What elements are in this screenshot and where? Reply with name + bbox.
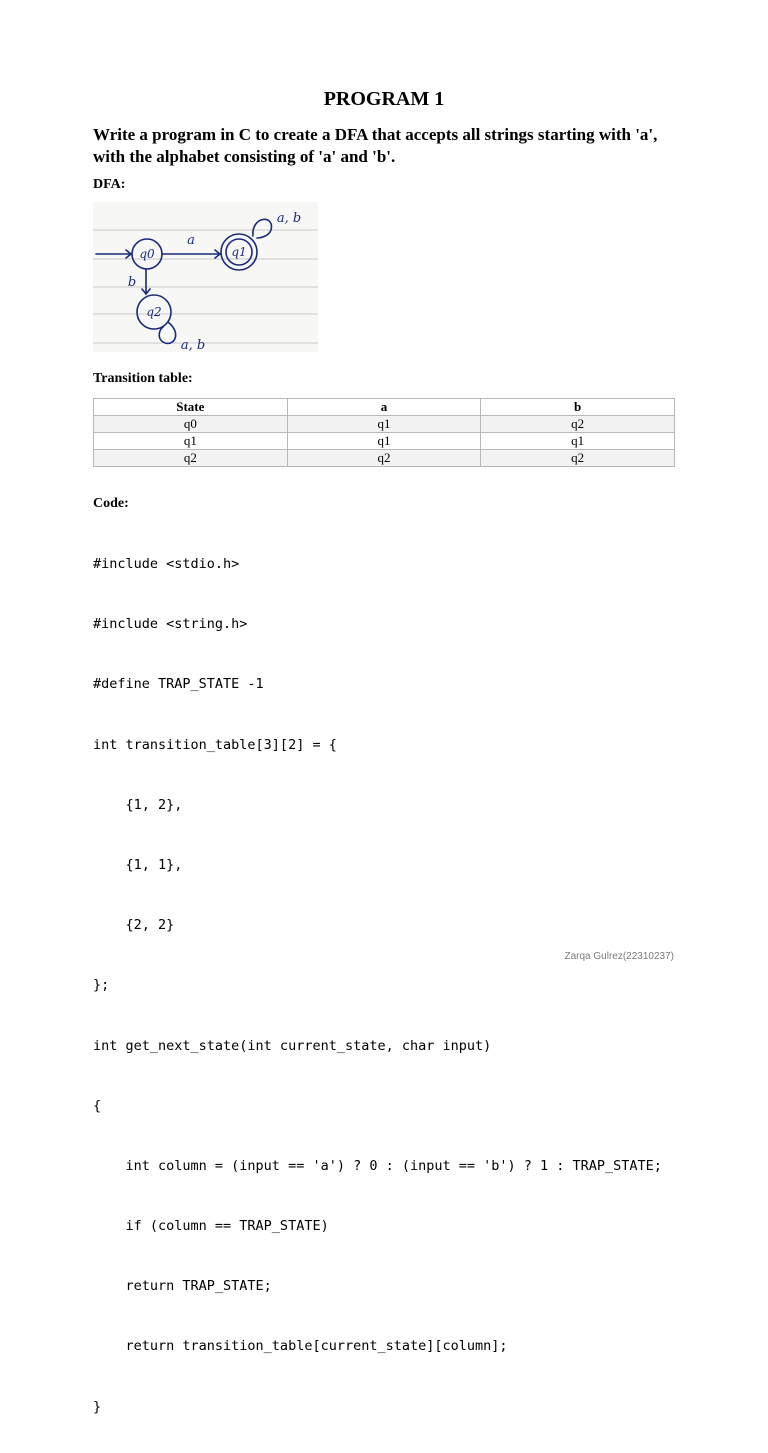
dfa-diagram bbox=[93, 202, 318, 352]
state-q0-label: q0 bbox=[139, 247, 155, 261]
code-line: #include <string.h> bbox=[93, 616, 248, 633]
code-line: {1, 2}, bbox=[93, 796, 183, 813]
code-line: {1, 1}, bbox=[93, 856, 183, 873]
transition-table bbox=[93, 398, 675, 467]
edge-label-b: b bbox=[127, 275, 137, 290]
code-line: #include <stdio.h> bbox=[93, 556, 240, 572]
state-q1-label: q1 bbox=[231, 245, 247, 259]
code-line: #define TRAP_STATE -1 bbox=[93, 676, 264, 693]
footer-author: Zarqa Gulrez(22310237) bbox=[564, 951, 674, 962]
code-line: {2, 2} bbox=[93, 917, 175, 934]
code-line: } bbox=[93, 1398, 102, 1415]
column-header-b: b bbox=[481, 399, 675, 416]
table-cell: q2 bbox=[94, 450, 288, 467]
column-header-a: a bbox=[287, 399, 481, 416]
table-cell: q2 bbox=[481, 416, 675, 433]
state-q2-label: q2 bbox=[146, 305, 162, 319]
table-row bbox=[94, 416, 675, 433]
table-row bbox=[94, 433, 675, 450]
table-header-row bbox=[94, 399, 675, 416]
table-cell: q1 bbox=[481, 433, 675, 450]
code-line: return transition_table[current_state][column]; bbox=[93, 1338, 508, 1355]
edge-label-a: a bbox=[187, 233, 195, 248]
code-line: int get_next_state(int current_state, char input) bbox=[93, 1037, 492, 1054]
table-cell: q0 bbox=[94, 416, 288, 433]
table-cell: q2 bbox=[287, 450, 481, 467]
code-line: int transition_table[3][2] = { bbox=[93, 736, 337, 753]
question-text: Write a program in C to create a DFA that accepts all strings starting with 'a', with the alphabet consisting of 'a' and 'b'. bbox=[93, 125, 658, 166]
table-cell: q1 bbox=[94, 433, 288, 450]
code-line: }; bbox=[93, 977, 110, 994]
code-line: int column = (input == 'a') ? 0 : (input == 'b') ? 1 : TRAP_STATE; bbox=[93, 1157, 662, 1174]
table-cell: q2 bbox=[481, 450, 675, 467]
table-cell: q1 bbox=[287, 433, 481, 450]
page-title: PROGRAM 1 bbox=[323, 88, 445, 110]
code-block bbox=[93, 518, 662, 1453]
code-label: Code: bbox=[93, 496, 129, 511]
column-header-state: State bbox=[94, 399, 288, 416]
loop-label-q1: a, b bbox=[276, 211, 302, 226]
code-line: if (column == TRAP_STATE) bbox=[93, 1218, 329, 1235]
loop-label-q2: a, b bbox=[180, 338, 206, 352]
transition-table-label: Transition table: bbox=[93, 371, 193, 386]
table-row bbox=[94, 450, 675, 467]
table-cell: q1 bbox=[287, 416, 481, 433]
code-line: return TRAP_STATE; bbox=[93, 1278, 272, 1295]
code-line: { bbox=[93, 1097, 102, 1114]
dfa-label: DFA: bbox=[93, 177, 126, 192]
